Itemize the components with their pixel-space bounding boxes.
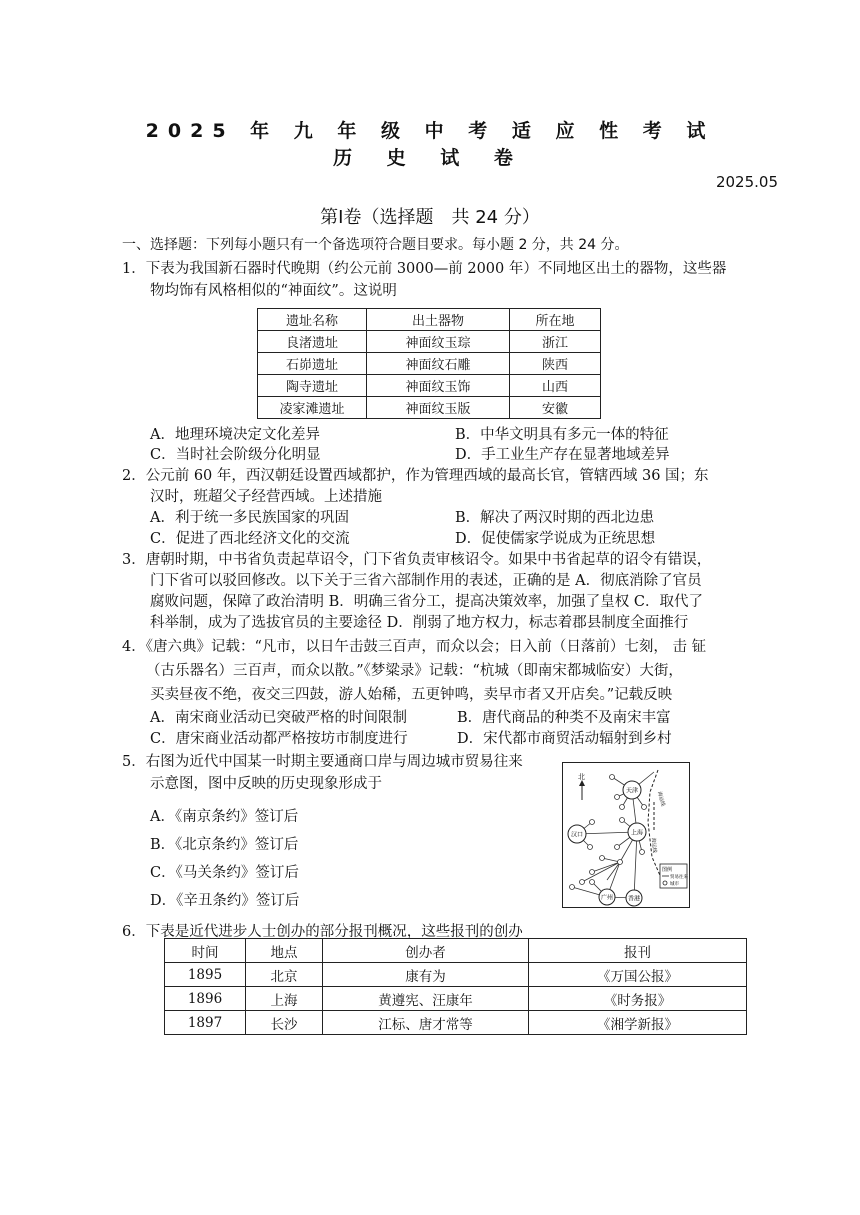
q5-stem-line2: 示意图，图中反映的历史现象形成于 bbox=[150, 776, 382, 792]
table-header-cell: 报刊 bbox=[529, 939, 747, 963]
svg-text:上海: 上海 bbox=[630, 829, 644, 837]
table-header-cell: 遗址名称 bbox=[258, 309, 367, 331]
exam-title: 2025 年 九 年 级 中 考 适 应 性 考 试 bbox=[145, 120, 715, 142]
table-cell: 石峁遗址 bbox=[258, 353, 367, 375]
city-hongkong bbox=[626, 890, 642, 906]
q6-table bbox=[164, 938, 747, 1035]
q4-line2: （古乐器名）三百声，而众以散。”《梦粱录》记载：“杭城（即南宋都城临安）大街， bbox=[146, 663, 683, 679]
table-cell: 《时务报》 bbox=[529, 987, 747, 1011]
q1-table bbox=[257, 308, 601, 419]
q4-line1: 4．《唐六典》记载：“凡市，以日午击鼓三百声，而众以会；日入前（日落前）七刻， 击 钲 bbox=[122, 639, 707, 655]
table-cell: 江标、唐才常等 bbox=[323, 1011, 529, 1035]
q3-line4: 科举制，成为了选拔官员的主要途径 D．削弱了地方权力，标志着郡县制度全面推行 bbox=[150, 615, 689, 631]
q4-option-d[interactable]: D．宋代都市商贸活动辐射到乡村 bbox=[457, 731, 672, 747]
table-header-cell: 创办者 bbox=[323, 939, 529, 963]
table-cell: 凌家滩遗址 bbox=[258, 397, 367, 419]
table-cell: 安徽 bbox=[510, 397, 601, 419]
q1-option-d[interactable]: D．手工业生产存在显著地域差异 bbox=[455, 447, 670, 463]
q3-line1: 3．唐朝时期，中书省负责起草诏令，门下省负责审核诏令。如果中书省起草的诏令有错误， bbox=[122, 552, 712, 568]
city-shanghai bbox=[628, 823, 646, 841]
table-cell: 1896 bbox=[165, 987, 246, 1011]
q5-option-c[interactable]: C．《马关条约》签订后 bbox=[150, 865, 299, 881]
map-legend bbox=[660, 864, 688, 888]
subject-title: 历 史 试 卷 bbox=[333, 147, 527, 169]
table-cell: 长沙 bbox=[246, 1011, 323, 1035]
city-hankou bbox=[568, 825, 586, 843]
q3-line2: 门下省可以驳回修改。以下关于三省六部制作用的表述，正确的是 A．彻底消除了官员 bbox=[150, 573, 702, 589]
table-header-cell: 地点 bbox=[246, 939, 323, 963]
table-cell: 神面纹玉版 bbox=[367, 397, 510, 419]
sea-route-label: 海运线 bbox=[656, 790, 666, 808]
q5-stem-line1: 5．右图为近代中国某一时期主要通商口岸与周边城市贸易往来 bbox=[122, 754, 523, 770]
q5-option-b[interactable]: B．《北京条约》签订后 bbox=[150, 837, 299, 853]
table-header-cell: 所在地 bbox=[510, 309, 601, 331]
table-cell: 神面纹石雕 bbox=[367, 353, 510, 375]
svg-text:天津: 天津 bbox=[625, 787, 639, 795]
table-row bbox=[258, 375, 601, 397]
table-cell: 1897 bbox=[165, 1011, 246, 1035]
section-title: 第Ⅰ卷（选择题 共 24 分） bbox=[320, 207, 540, 228]
q3-line3: 腐败问题，保障了政治清明 B．明确三省分工，提高决策效率，加强了皇权 C．取代了 bbox=[150, 594, 703, 610]
table-cell: 北京 bbox=[246, 963, 323, 987]
svg-text:香港: 香港 bbox=[627, 895, 641, 903]
q4-option-b[interactable]: B．唐代商品的种类不及南宋丰富 bbox=[457, 710, 671, 726]
q4-line3: 买卖昼夜不绝，夜交三四鼓，游人始稀，五更钟鸣，卖早市者又开店矣。”记载反映 bbox=[150, 687, 673, 703]
legend-title: 图例 bbox=[662, 867, 673, 873]
city-tianjin bbox=[623, 781, 641, 799]
q5-option-a[interactable]: A．《南京条约》签订后 bbox=[150, 809, 299, 825]
table-row bbox=[258, 353, 601, 375]
q2-option-b[interactable]: B．解决了两汉时期的西北边患 bbox=[455, 510, 655, 526]
table-cell: 《湘学新报》 bbox=[529, 1011, 747, 1035]
instructions: 一、选择题：下列每小题只有一个备选项符合题目要求。每小题 2 分，共 24 分。 bbox=[122, 237, 629, 253]
table-row bbox=[165, 963, 747, 987]
q2-stem-line1: 2．公元前 60 年，西汉朝廷设置西域都护，作为管理西域的最高长官，管辖西域 36 国；东 bbox=[122, 468, 709, 484]
legend-trade: 贸易往来 bbox=[670, 875, 688, 880]
table-row bbox=[165, 987, 747, 1011]
table-header-row bbox=[258, 309, 601, 331]
table-row bbox=[258, 397, 601, 419]
table-cell: 1895 bbox=[165, 963, 246, 987]
city-guangzhou bbox=[599, 889, 615, 905]
table-cell: 浙江 bbox=[510, 331, 601, 353]
svg-text:广州: 广州 bbox=[600, 894, 614, 902]
q1-option-b[interactable]: B．中华文明具有多元一体的特征 bbox=[455, 427, 669, 443]
sea-route-label: 海运线 bbox=[650, 837, 658, 854]
table-header-cell: 时间 bbox=[165, 939, 246, 963]
q5-option-d[interactable]: D．《辛丑条约》签订后 bbox=[150, 893, 300, 909]
q4-option-a[interactable]: A．南宋商业活动已突破严格的时间限制 bbox=[150, 710, 407, 726]
table-cell: 良渚遗址 bbox=[258, 331, 367, 353]
table-row bbox=[258, 331, 601, 353]
q2-stem-line2: 汉时，班超父子经营西域。上述措施 bbox=[150, 489, 382, 505]
q1-option-c[interactable]: C．当时社会阶级分化明显 bbox=[150, 447, 321, 463]
table-header-row bbox=[165, 939, 747, 963]
table-cell: 《万国公报》 bbox=[529, 963, 747, 987]
table-cell: 上海 bbox=[246, 987, 323, 1011]
exam-date: 2025.05 bbox=[715, 173, 778, 191]
q1-stem-line1: 1．下表为我国新石器时代晚期（约公元前 3000—前 2000 年）不同地区出土的器物，这些器 bbox=[122, 261, 727, 277]
q2-option-a[interactable]: A．利于统一多民族国家的巩固 bbox=[150, 510, 349, 526]
q1-option-a[interactable]: A．地理环境决定文化差异 bbox=[150, 427, 320, 443]
q1-stem-line2: 物均饰有风格相似的“神面纹”。这说明 bbox=[150, 283, 397, 299]
legend-city: 城市 bbox=[670, 882, 679, 887]
trade-map bbox=[562, 762, 690, 908]
q2-option-d[interactable]: D．促使儒家学说成为正统思想 bbox=[455, 531, 656, 547]
q4-option-c[interactable]: C．唐宋商业活动都严格按坊市制度进行 bbox=[150, 731, 408, 747]
q6-stem: 6．下表是近代进步人士创办的部分报刊概况，这些报刊的创办 bbox=[122, 924, 523, 940]
q2-option-c[interactable]: C．促进了西北经济文化的交流 bbox=[150, 531, 350, 547]
table-cell: 陶寺遗址 bbox=[258, 375, 367, 397]
table-cell: 神面纹玉饰 bbox=[367, 375, 510, 397]
table-header-cell: 出土器物 bbox=[367, 309, 510, 331]
svg-text:汉口: 汉口 bbox=[570, 831, 584, 839]
table-cell: 康有为 bbox=[323, 963, 529, 987]
north-label: 北 bbox=[578, 773, 585, 781]
table-cell: 山西 bbox=[510, 375, 601, 397]
table-cell: 黄遵宪、汪康年 bbox=[323, 987, 529, 1011]
table-cell: 陕西 bbox=[510, 353, 601, 375]
table-row bbox=[165, 1011, 747, 1035]
table-cell: 神面纹玉琮 bbox=[367, 331, 510, 353]
city-marker-icon bbox=[663, 881, 667, 885]
